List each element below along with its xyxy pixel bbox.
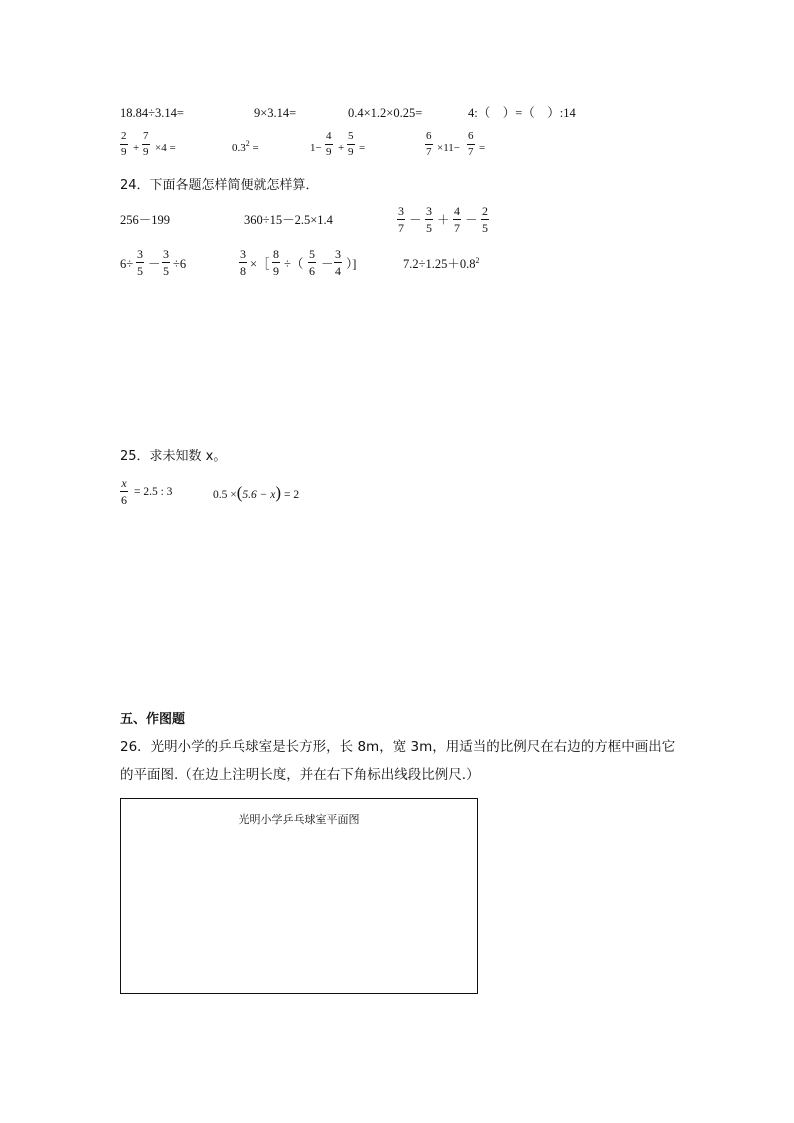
denominator: 9 bbox=[348, 146, 354, 158]
equation-paren-body: 5.6 − x bbox=[242, 489, 276, 501]
q26-line-2: 的平面图.（在边上注明长度，并在右下角标出线段比例尺.） bbox=[120, 767, 480, 783]
denominator: 5 bbox=[482, 221, 488, 235]
denominator: 9 bbox=[143, 146, 149, 158]
expr-7-2-div-1-25-plus-0-8-squared bbox=[403, 258, 480, 271]
expr-18-84-div-3-14: 18.84÷3.14= bbox=[120, 106, 184, 120]
numerator: 3 bbox=[137, 247, 143, 261]
expr-mid: ×11− bbox=[437, 142, 460, 154]
operator: － bbox=[465, 213, 478, 227]
numerator: 5 bbox=[309, 247, 315, 261]
fraction bbox=[453, 205, 461, 234]
expr-9-times-3-14: 9×3.14= bbox=[254, 106, 297, 120]
numerator: 3 bbox=[335, 247, 341, 261]
fraction bbox=[142, 131, 150, 158]
expr-tail: = bbox=[479, 142, 486, 154]
fraction bbox=[239, 248, 247, 277]
fraction bbox=[334, 248, 342, 277]
fraction bbox=[425, 131, 433, 158]
section-5-heading: 五、作图题 bbox=[120, 712, 186, 727]
numerator: 4 bbox=[326, 130, 332, 142]
numerator: 3 bbox=[163, 247, 169, 261]
denominator: 5 bbox=[426, 221, 432, 235]
numerator: 3 bbox=[426, 204, 432, 218]
operator: ×［ bbox=[250, 257, 270, 271]
denominator: 6 bbox=[309, 264, 315, 278]
fraction bbox=[162, 248, 170, 277]
q26-line-1: 26．光明小学的乒乓球室是长方形，长 8m，宽 3m，用适当的比例尺在右边的方框中画出它 bbox=[120, 739, 676, 755]
denominator: 8 bbox=[240, 264, 246, 278]
numerator: 6 bbox=[468, 130, 474, 142]
equation-0-5-times-paren: 0.5 ×(5.6 − x) = 2 bbox=[213, 483, 300, 502]
numerator: 8 bbox=[273, 247, 279, 261]
fraction bbox=[308, 248, 316, 277]
denominator: 7 bbox=[426, 146, 432, 158]
expr-tail: = bbox=[249, 142, 259, 154]
expr-body: 7.2÷1.25＋0.8 bbox=[403, 257, 476, 271]
numerator: 2 bbox=[121, 130, 127, 142]
operator: ＋ bbox=[437, 213, 450, 227]
drawing-box-title: 光明小学乒乓球室平面图 bbox=[238, 813, 360, 826]
numerator: x bbox=[121, 476, 127, 490]
equation-tail: = 2.5 : 3 bbox=[134, 486, 173, 498]
fraction bbox=[325, 131, 333, 158]
fraction bbox=[347, 131, 355, 158]
operator: － bbox=[321, 257, 334, 271]
equation-lead: 0.5 × bbox=[213, 489, 237, 501]
numerator: 4 bbox=[454, 204, 460, 218]
expr-lead: 6÷ bbox=[120, 257, 134, 271]
fraction bbox=[272, 248, 280, 277]
expr-360-div-15-minus-2-5-times-1-4: 360÷15－2.5×1.4 bbox=[244, 213, 333, 227]
operator: － bbox=[148, 257, 161, 271]
expr-tail: ）] bbox=[346, 257, 357, 271]
denominator: 9 bbox=[273, 264, 279, 278]
expr-lead: 1− bbox=[310, 142, 322, 154]
denominator: 4 bbox=[335, 264, 341, 278]
fraction bbox=[136, 248, 144, 277]
denominator: 9 bbox=[121, 146, 127, 158]
operator: + bbox=[338, 142, 345, 154]
exponent: 2 bbox=[245, 139, 250, 148]
exponent: 2 bbox=[475, 256, 480, 265]
denominator: 7 bbox=[454, 221, 460, 235]
fraction bbox=[467, 131, 475, 158]
numerator: 5 bbox=[348, 130, 354, 142]
operator: － bbox=[409, 213, 422, 227]
equation-tail: = 2 bbox=[281, 489, 300, 501]
operator: + bbox=[133, 142, 140, 154]
q24-heading: 24．下面各题怎样简便就怎样算． bbox=[120, 178, 319, 193]
fraction bbox=[120, 131, 128, 158]
expr-tail: = bbox=[359, 142, 366, 154]
denominator: 7 bbox=[398, 221, 404, 235]
numerator: 3 bbox=[240, 247, 246, 261]
operator: ÷（ bbox=[284, 257, 304, 271]
fraction bbox=[397, 205, 405, 234]
numerator: 7 bbox=[143, 130, 149, 142]
q25-heading: 25．求未知数 x。 bbox=[120, 449, 227, 464]
numerator: 2 bbox=[482, 204, 488, 218]
denominator: 5 bbox=[137, 264, 143, 278]
expr-0-4-times-1-2-times-0-25: 0.4×1.2×0.25= bbox=[348, 106, 423, 120]
expr-256-minus-199: 256－199 bbox=[120, 213, 171, 227]
numerator: 6 bbox=[426, 130, 432, 142]
expr-tail: ÷6 bbox=[173, 257, 187, 271]
fraction bbox=[481, 205, 489, 234]
numerator: 3 bbox=[398, 204, 404, 218]
denominator: 6 bbox=[121, 493, 127, 507]
denominator: 9 bbox=[326, 146, 332, 158]
expr-tail: ×4 = bbox=[155, 142, 176, 154]
fraction bbox=[120, 477, 128, 506]
fraction bbox=[425, 205, 433, 234]
denominator: 5 bbox=[163, 264, 169, 278]
base: 0.3 bbox=[232, 142, 246, 154]
expr-ratio-blank: 4:（ ）=（ ）:14 bbox=[468, 106, 576, 120]
denominator: 7 bbox=[468, 146, 474, 158]
drawing-box bbox=[120, 798, 478, 994]
